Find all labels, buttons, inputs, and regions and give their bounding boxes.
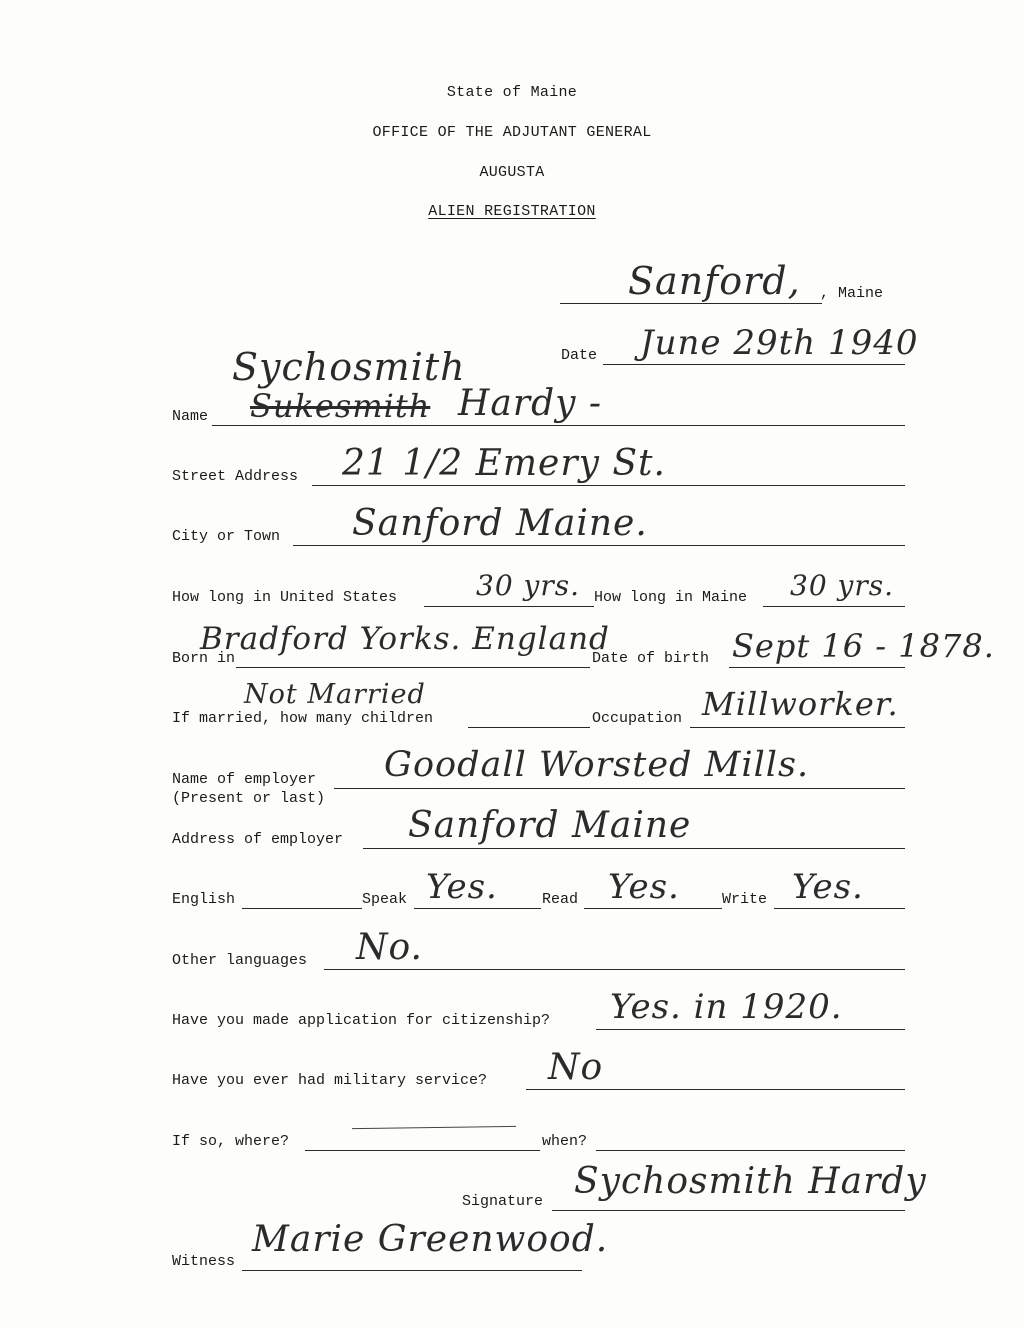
date-line [603,364,905,365]
name-label: Name [172,408,209,425]
write-entry: Yes. [792,867,864,907]
date-label: Date [561,347,598,364]
citizenship-line [596,1029,905,1030]
military-label: Have you ever had military service? [172,1072,488,1089]
english-line [242,908,362,909]
employer-label: Name of employer [172,771,317,788]
english-label: English [172,891,236,908]
born-in-entry: Bradford Yorks. England [200,621,610,657]
where-dash-mark [352,1126,516,1129]
military-entry: No [548,1047,604,1088]
write-label: Write [722,891,768,908]
occupation-label: Occupation [592,710,683,727]
town-line [560,303,822,304]
other-languages-label: Other languages [172,952,308,969]
header-city: AUGUSTA [479,164,545,181]
street-entry: 21 1/2 Emery St. [342,443,666,484]
name-correction-entry: Sychosmith [232,345,466,389]
other-languages-entry: No. [356,927,423,968]
how-long-maine-line [763,606,905,607]
occupation-line [690,727,905,728]
employer-note: (Present or last) [172,790,326,807]
city-label: City or Town [172,528,281,545]
dob-entry: Sept 16 - 1878. [732,627,995,665]
city-line [293,545,905,546]
read-line [584,908,722,909]
name-last-entry: Hardy - [458,383,603,424]
born-in-label: Born in [172,650,236,667]
dob-label: Date of birth [592,650,710,667]
other-languages-line [324,969,905,970]
read-label: Read [542,891,579,908]
us-years-entry: 30 yrs. [476,569,581,602]
children-line [468,727,590,728]
how-long-us-line [424,606,594,607]
citizenship-entry: Yes. in 1920. [610,987,843,1027]
city-entry: Sanford Maine. [352,503,648,544]
employer-entry: Goodall Worsted Mills. [384,745,810,785]
married-entry: Not Married [244,679,426,710]
speak-label: Speak [362,891,408,908]
married-label: If married, how many children [172,710,434,727]
maine-label: , Maine [820,285,884,302]
dob-line [729,667,905,668]
speak-line [414,908,541,909]
when-line [596,1150,905,1151]
when-label: when? [542,1133,588,1150]
employer-line [334,788,905,789]
military-line [526,1089,905,1090]
maine-years-entry: 30 yrs. [790,569,895,602]
header-title: ALIEN REGISTRATION [428,203,596,220]
witness-entry: Marie Greenwood. [252,1219,609,1260]
born-in-line [236,667,590,668]
name-line [212,425,905,426]
employer-address-line [363,848,905,849]
how-long-us-label: How long in United States [172,589,398,606]
read-entry: Yes. [608,867,680,907]
employer-address-label: Address of employer [172,831,344,848]
date-entry: June 29th 1940 [640,323,919,363]
signature-line [552,1210,905,1211]
town-entry: Sanford, [628,259,801,303]
signature-label: Signature [462,1193,544,1210]
witness-line [242,1270,582,1271]
header-office: OFFICE OF THE ADJUTANT GENERAL [372,124,652,141]
citizenship-label: Have you made application for citizenship? [172,1012,551,1029]
street-line [312,485,905,486]
speak-entry: Yes. [426,867,498,907]
write-line [774,908,905,909]
how-long-maine-label: How long in Maine [594,589,748,606]
where-line [305,1150,540,1151]
employer-address-entry: Sanford Maine [408,805,692,846]
header-state: State of Maine [446,84,578,101]
occupation-entry: Millworker. [702,685,899,723]
witness-label: Witness [172,1253,236,1270]
name-struck-entry: Sukesmith [250,387,431,425]
if-so-label: If so, where? [172,1133,290,1150]
street-label: Street Address [172,468,299,485]
signature-entry: Sychosmith Hardy [574,1161,927,1202]
